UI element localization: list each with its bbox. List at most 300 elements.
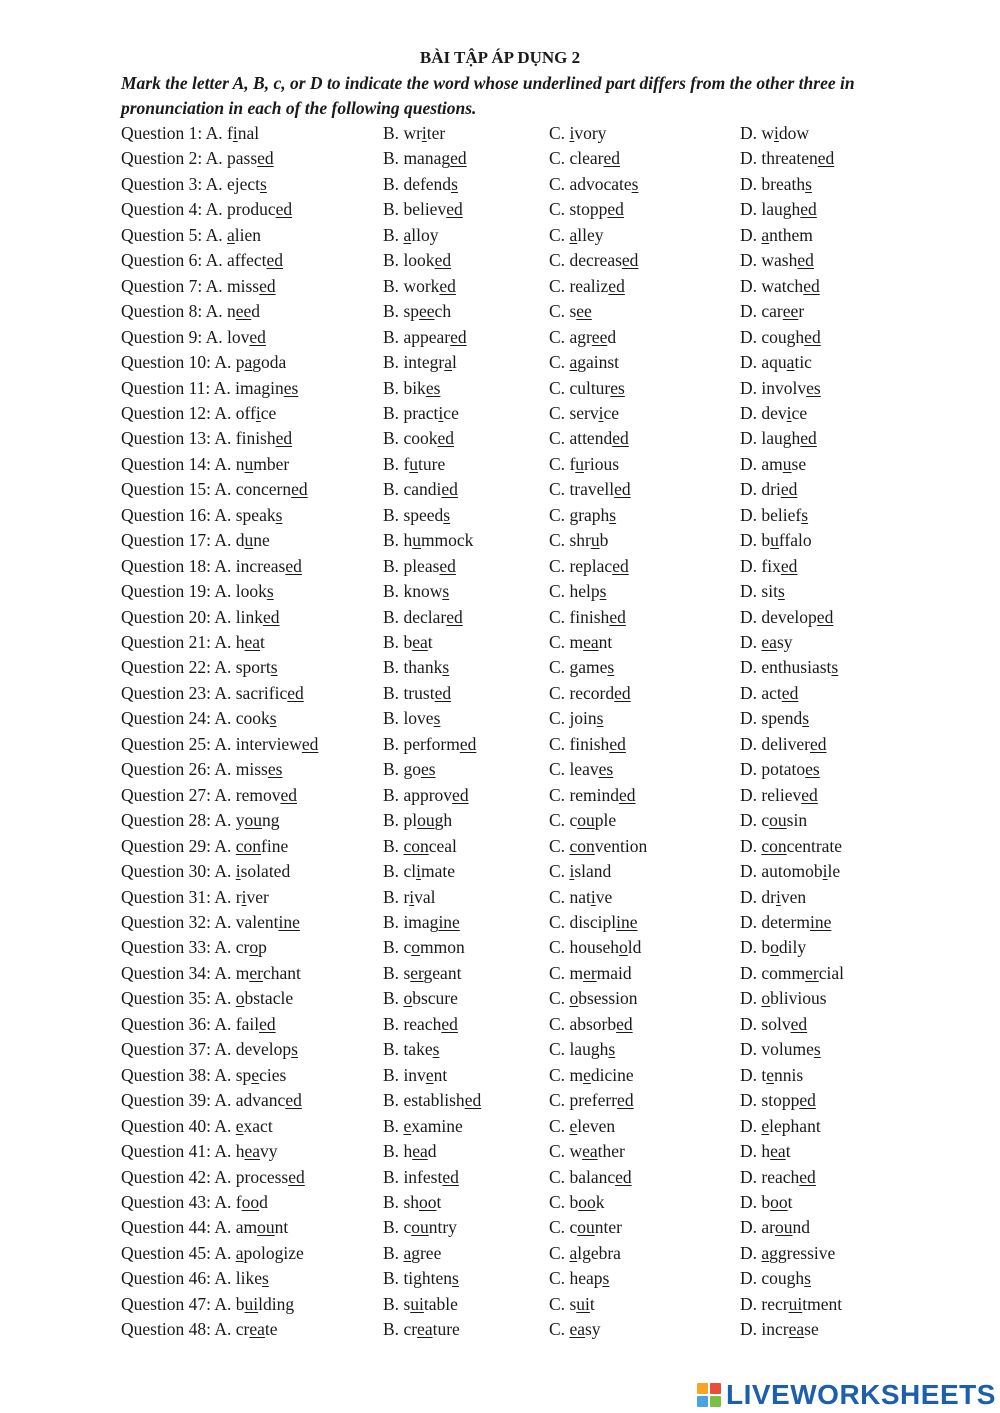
word-start: concern: [235, 479, 292, 500]
option-letter: B.: [383, 759, 404, 780]
underlined-part: s: [432, 1039, 440, 1060]
word-start: manag: [403, 148, 451, 169]
underlined-part: o: [770, 937, 779, 958]
option-c: [549, 197, 624, 222]
option-letter: D.: [740, 1191, 762, 1212]
word-start: w: [761, 123, 775, 143]
option-c: [549, 554, 629, 579]
word-start: absorb: [569, 1013, 617, 1034]
word-start: clear: [569, 148, 604, 169]
option-d: [740, 783, 818, 808]
option-letter: B.: [383, 1293, 404, 1314]
option-a: [121, 350, 286, 375]
option-a: [121, 197, 292, 222]
question-row: [0, 223, 1000, 248]
word-start: belief: [761, 504, 802, 525]
option-letter: C.: [549, 1319, 570, 1340]
question-label: Question 33:: [121, 937, 211, 958]
underlined-part: ou: [417, 810, 435, 831]
option-c: [549, 808, 616, 833]
underlined-part: ed: [266, 250, 284, 271]
underlined-part: ea: [412, 632, 428, 652]
underlined-part: a: [569, 352, 578, 372]
word-start: produc: [227, 199, 276, 220]
underlined-part: ea: [417, 1319, 433, 1340]
underlined-part: ee: [576, 301, 592, 322]
question-label: Question 12:: [121, 402, 211, 423]
option-a: [121, 986, 293, 1011]
option-a: [121, 1266, 269, 1291]
option-letter: C.: [549, 453, 570, 474]
option-b: [383, 197, 463, 222]
underlined-part: ed: [614, 682, 631, 703]
option-d: [740, 706, 809, 731]
option-letter: B.: [383, 682, 404, 703]
word-start: am: [761, 453, 783, 474]
underlined-part: ed: [790, 1013, 808, 1034]
option-letter: D.: [740, 962, 762, 983]
word-end: xamine: [411, 1115, 463, 1136]
question-row: [0, 376, 1000, 401]
option-letter: A.: [214, 453, 236, 474]
option-c: [549, 579, 606, 604]
question-label: Question 47:: [121, 1293, 211, 1314]
word-start: wash: [761, 250, 798, 271]
question-label: Question 31:: [121, 886, 211, 907]
underlined-part: s: [609, 504, 617, 525]
underlined-part: ed: [285, 1090, 302, 1111]
option-letter: A.: [214, 988, 236, 1009]
brand-footer[interactable]: [696, 1378, 996, 1412]
question-label: Question 11:: [121, 377, 211, 398]
underlined-part: s: [269, 708, 277, 729]
option-letter: B.: [383, 1217, 404, 1238]
option-letter: B.: [383, 733, 404, 754]
option-a: [121, 528, 270, 553]
word-start: finish: [569, 606, 610, 627]
option-letter: C.: [549, 1217, 570, 1238]
option-d: [740, 1266, 811, 1291]
option-letter: D.: [740, 937, 762, 958]
option-d: [740, 630, 793, 655]
word-start: advocate: [569, 173, 632, 194]
underlined-part: s: [831, 657, 839, 678]
option-b: [383, 1215, 457, 1240]
option-letter: C.: [549, 1242, 570, 1263]
option-letter: A.: [214, 937, 236, 958]
word-start: cr: [235, 1319, 250, 1340]
question-label: Question 9:: [121, 326, 203, 347]
option-a: [121, 579, 274, 604]
question-label: Question 38:: [121, 1064, 211, 1085]
word-end: ther: [597, 1141, 625, 1161]
option-letter: A.: [214, 632, 236, 652]
word-end: rious: [584, 453, 620, 474]
underlined-part: ed: [801, 784, 818, 805]
option-letter: B.: [383, 504, 404, 525]
option-letter: A.: [205, 173, 227, 194]
word-start: spend: [761, 708, 803, 729]
word-start: n: [227, 301, 236, 322]
word-start: valent: [235, 911, 279, 932]
option-letter: A.: [214, 1115, 236, 1136]
option-c: [549, 248, 638, 273]
option-c: [549, 1266, 609, 1291]
option-letter: A.: [214, 708, 236, 729]
word-start: c: [569, 1217, 578, 1238]
option-letter: D.: [740, 632, 762, 652]
option-d: [740, 1292, 842, 1317]
option-letter: C.: [549, 1191, 570, 1212]
option-letter: C.: [549, 606, 570, 627]
option-letter: B.: [383, 962, 404, 983]
underlined-part: ed: [450, 326, 467, 347]
option-letter: A.: [205, 224, 227, 245]
underlined-part: s: [608, 1039, 616, 1060]
option-letter: A.: [214, 1319, 236, 1340]
option-letter: B.: [383, 657, 404, 678]
question-label: Question 20:: [121, 606, 211, 627]
question-label: Question 27:: [121, 784, 211, 805]
option-letter: D.: [740, 708, 762, 729]
underlined-part: u: [575, 453, 585, 474]
option-d: [740, 350, 812, 375]
option-letter: D.: [740, 886, 762, 907]
underlined-part: s: [291, 1039, 298, 1060]
word-start: off: [235, 402, 256, 423]
option-a: [121, 1012, 276, 1037]
question-row: [0, 757, 1000, 782]
question-row: [0, 655, 1000, 680]
option-a: [121, 706, 277, 731]
option-letter: C.: [549, 250, 570, 271]
option-a: [121, 325, 266, 350]
option-d: [740, 197, 817, 222]
option-letter: B.: [383, 173, 404, 194]
underlined-part: e: [403, 1115, 412, 1136]
underlined-part: ed: [452, 784, 469, 805]
word-end: ce: [443, 402, 459, 423]
underlined-part: es: [805, 759, 820, 780]
option-a: [121, 732, 318, 757]
option-letter: C.: [549, 428, 570, 449]
option-d: [740, 1165, 816, 1190]
word-end: nthem: [769, 224, 813, 245]
word-start: reliev: [761, 784, 802, 805]
option-letter: A.: [214, 1268, 236, 1289]
word-start: know: [403, 581, 443, 602]
underlined-part: i: [786, 402, 792, 423]
underlined-part: ed: [799, 1166, 816, 1187]
option-d: [740, 376, 821, 401]
underlined-part: i: [255, 402, 261, 423]
option-d: [740, 452, 806, 477]
option-letter: A.: [214, 810, 236, 831]
option-c: [549, 477, 631, 502]
underlined-part: es: [420, 759, 436, 780]
underlined-part: ea: [770, 1141, 786, 1161]
option-letter: A.: [205, 123, 227, 143]
question-row: [0, 1292, 1000, 1317]
option-letter: D.: [740, 123, 762, 143]
underlined-part: ine: [278, 911, 300, 932]
underlined-part: u: [770, 530, 779, 551]
question-row: [0, 274, 1000, 299]
option-letter: D.: [740, 555, 762, 576]
underlined-part: u: [782, 453, 792, 474]
underlined-part: ea: [569, 1319, 585, 1340]
word-start: infest: [403, 1166, 443, 1187]
option-b: [383, 1114, 463, 1139]
option-d: [740, 274, 820, 299]
underlined-part: ed: [262, 606, 280, 627]
word-start: establish: [403, 1090, 465, 1111]
word-start: m: [569, 632, 584, 652]
underlined-part: ed: [621, 250, 639, 271]
option-letter: B.: [383, 530, 404, 551]
underlined-part: ea: [583, 632, 599, 652]
word-end: nt: [274, 1217, 289, 1238]
option-d: [740, 528, 812, 553]
option-letter: D.: [740, 1013, 762, 1034]
underlined-part: ine: [809, 911, 832, 932]
option-c: [549, 1241, 621, 1266]
word-start: decreas: [569, 250, 622, 271]
option-c: [549, 1088, 634, 1113]
word-end: se: [804, 1319, 819, 1340]
word-start: miss: [227, 275, 260, 296]
word-start: h: [761, 1141, 771, 1161]
option-b: [383, 1190, 441, 1215]
question-label: Question 14:: [121, 453, 211, 474]
word-start: f: [569, 453, 576, 474]
underlined-part: s: [607, 657, 615, 678]
word-end: ffalo: [778, 530, 812, 551]
underlined-part: s: [805, 173, 812, 194]
word-end: t: [436, 1191, 442, 1212]
word-end: dow: [778, 123, 810, 143]
word-start: watch: [761, 275, 804, 296]
word-end: lgebra: [577, 1242, 621, 1263]
underlined-part: o: [411, 937, 420, 958]
option-letter: C.: [549, 1293, 570, 1314]
option-a: [121, 554, 302, 579]
underlined-part: s: [260, 173, 267, 194]
option-letter: D.: [740, 301, 762, 322]
question-label: Question 34:: [121, 962, 211, 983]
underlined-part: er: [249, 962, 263, 983]
underlined-part: s: [451, 173, 458, 194]
underlined-part: con: [403, 835, 429, 856]
question-row: [0, 935, 1000, 960]
underlined-part: er: [805, 962, 819, 983]
option-letter: B.: [383, 708, 404, 729]
option-letter: D.: [740, 1090, 762, 1111]
word-start: cr: [235, 937, 250, 958]
option-letter: A.: [214, 657, 236, 678]
question-row: [0, 1266, 1000, 1291]
option-d: [740, 248, 814, 273]
option-letter: B.: [383, 453, 404, 474]
underlined-part: a: [761, 224, 770, 245]
underlined-part: o: [403, 988, 413, 1009]
question-row: [0, 1139, 1000, 1164]
option-letter: B.: [383, 1268, 404, 1289]
underlined-part: e: [235, 1115, 244, 1136]
word-start: pass: [227, 148, 258, 169]
underlined-part: es: [806, 377, 821, 398]
word-end: ntry: [428, 1217, 457, 1238]
option-letter: C.: [549, 504, 570, 525]
question-row: [0, 859, 1000, 884]
underlined-part: i: [416, 861, 421, 881]
option-d: [740, 172, 812, 197]
word-start: develop: [761, 606, 817, 627]
question-row: [0, 1241, 1000, 1266]
underlined-part: a: [569, 224, 578, 245]
option-c: [549, 630, 612, 655]
underlined-part: ou: [257, 1217, 275, 1238]
underlined-part: a: [403, 224, 412, 245]
underlined-part: i: [822, 861, 828, 881]
option-b: [383, 452, 445, 477]
option-b: [383, 1012, 458, 1037]
underlined-part: u: [590, 530, 600, 551]
option-letter: B.: [383, 199, 404, 220]
option-letter: D.: [740, 453, 762, 474]
word-end: t: [427, 632, 433, 652]
option-letter: A.: [214, 1090, 236, 1111]
word-start: miss: [235, 759, 268, 780]
question-label: Question 1:: [121, 123, 203, 143]
underlined-part: ed: [797, 250, 814, 271]
option-letter: A.: [214, 911, 236, 932]
question-row: [0, 961, 1000, 986]
option-d: [740, 579, 785, 604]
word-end: k: [595, 1191, 605, 1212]
word-start: m: [569, 962, 584, 983]
question-label: Question 13:: [121, 428, 211, 449]
underlined-part: a: [761, 1242, 770, 1263]
underlined-part: ed: [439, 275, 456, 296]
option-letter: D.: [740, 1115, 762, 1136]
word-end: gree: [411, 1242, 442, 1263]
option-b: [383, 248, 451, 273]
option-b: [383, 910, 460, 935]
option-c: [549, 350, 619, 375]
word-start: am: [235, 1217, 258, 1238]
underlined-part: ed: [450, 148, 467, 169]
underlined-part: ee: [782, 301, 799, 322]
option-letter: D.: [740, 682, 762, 703]
option-letter: A.: [214, 682, 236, 703]
underlined-part: ed: [434, 682, 452, 703]
option-d: [740, 146, 834, 171]
word-end: ve: [595, 886, 613, 907]
question-label: Question 42:: [121, 1166, 211, 1187]
word-start: enthusiast: [761, 657, 832, 678]
option-b: [383, 681, 451, 706]
word-end: ld: [627, 937, 642, 958]
option-c: [549, 605, 626, 630]
word-start: t: [761, 1064, 767, 1085]
option-a: [121, 1241, 304, 1266]
word-end: sy: [584, 1319, 601, 1340]
option-letter: D.: [740, 581, 762, 602]
word-start: b: [761, 937, 771, 958]
option-letter: C.: [549, 1064, 570, 1085]
underlined-part: ed: [612, 555, 629, 576]
option-letter: A.: [214, 530, 236, 551]
question-row: [0, 885, 1000, 910]
word-end: lien: [234, 224, 262, 245]
underlined-part: s: [631, 173, 639, 194]
option-letter: B.: [383, 377, 404, 398]
option-letter: B.: [383, 1166, 404, 1187]
option-letter: A.: [214, 1013, 236, 1034]
option-letter: D.: [740, 1217, 762, 1238]
option-c: [549, 732, 626, 757]
question-row: [0, 554, 1000, 579]
option-a: [121, 630, 265, 655]
word-start: c: [761, 810, 770, 831]
question-row: [0, 1088, 1000, 1113]
underlined-part: s: [270, 657, 278, 678]
word-start: like: [235, 1268, 262, 1289]
question-label: Question 35:: [121, 988, 211, 1009]
word-start: leav: [569, 759, 599, 780]
option-letter: A.: [214, 1191, 236, 1212]
word-end: mate: [420, 861, 455, 881]
underlined-part: ed: [464, 1090, 482, 1111]
option-letter: D.: [740, 402, 762, 423]
option-letter: A.: [214, 1166, 236, 1187]
option-b: [383, 986, 458, 1011]
underlined-part: e: [251, 1064, 260, 1085]
option-d: [740, 910, 831, 935]
option-letter: C.: [549, 911, 570, 932]
word-end: lley: [577, 224, 604, 245]
word-start: s: [569, 1293, 577, 1314]
option-b: [383, 1063, 447, 1088]
option-b: [383, 503, 450, 528]
word-start: laugh: [761, 428, 801, 449]
option-letter: A.: [214, 402, 236, 423]
option-letter: D.: [740, 173, 762, 194]
word-start: h: [235, 1141, 245, 1161]
word-end: d: [427, 1141, 437, 1161]
option-letter: D.: [740, 1039, 762, 1060]
option-letter: C.: [549, 784, 570, 805]
option-letter: C.: [549, 402, 570, 423]
option-letter: B.: [383, 148, 404, 169]
question-label: Question 46:: [121, 1268, 211, 1289]
underlined-part: s: [442, 657, 450, 678]
underlined-part: ou: [411, 1217, 429, 1238]
word-start: pl: [403, 810, 418, 831]
option-a: [121, 1317, 278, 1342]
question-label: Question 16:: [121, 504, 211, 525]
underlined-part: s: [275, 504, 283, 525]
word-start: househ: [569, 937, 620, 958]
word-end: ce: [260, 402, 277, 423]
option-b: [383, 885, 436, 910]
question-row: [0, 146, 1000, 171]
word-start: help: [569, 581, 600, 602]
question-label: Question 25:: [121, 733, 211, 754]
option-letter: D.: [740, 733, 762, 754]
underlined-part: s: [602, 1268, 610, 1289]
